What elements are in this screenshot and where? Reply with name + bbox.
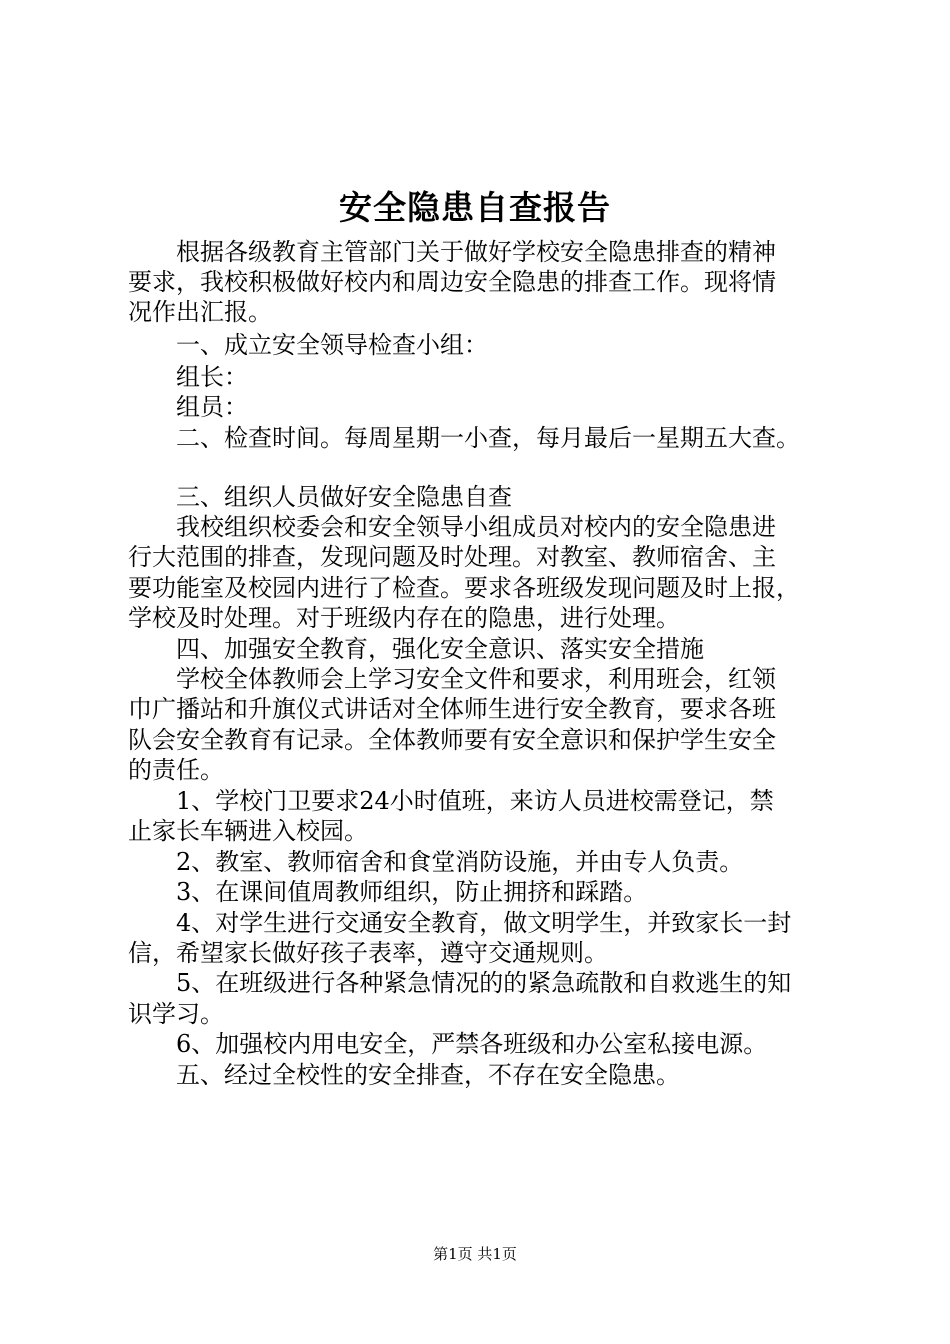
section-heading: 三、组织人员做好安全隐患自查 xyxy=(128,483,512,511)
body-line: 识学习。 xyxy=(128,1000,224,1028)
list-item: 4、对学生进行交通安全教育，做文明学生，并致家长一封 xyxy=(128,909,792,937)
body-line: 的责任。 xyxy=(128,756,224,784)
body-line: 要功能室及校园内进行了检查。要求各班级发现问题及时上报， xyxy=(128,574,800,602)
list-item: 2、教室、教师宿舍和食堂消防设施，并由专人负责。 xyxy=(128,848,744,876)
section-heading: 四、加强安全教育，强化安全意识、落实安全措施 xyxy=(128,635,704,663)
body-line: 组员： xyxy=(128,393,248,421)
list-item: 1、学校门卫要求24小时值班，来访人员进校需登记，禁 xyxy=(128,787,774,815)
list-item: 6、加强校内用电安全，严禁各班级和办公室私接电源。 xyxy=(128,1030,768,1058)
body-line: 行大范围的排查，发现问题及时处理。对教室、教师宿舍、主 xyxy=(128,543,776,571)
section-heading: 五、经过全校性的安全排查，不存在安全隐患。 xyxy=(128,1061,680,1089)
body-line: 巾广播站和升旗仪式讲话对全体师生进行安全教育，要求各班 xyxy=(128,695,776,723)
body-line: 要求，我校积极做好校内和周边安全隐患的排查工作。现将情 xyxy=(128,268,776,296)
body-line: 根据各级教育主管部门关于做好学校安全隐患排查的精神 xyxy=(128,238,776,266)
body-line: 我校组织校委会和安全领导小组成员对校内的安全隐患进 xyxy=(128,513,776,541)
section-heading: 一、成立安全领导检查小组： xyxy=(128,331,488,359)
document-title: 安全隐患自查报告 xyxy=(339,188,611,227)
list-item: 3、在课间值周教师组织，防止拥挤和踩踏。 xyxy=(128,878,648,906)
body-line: 队会安全教育有记录。全体教师要有安全意识和保护学生安全 xyxy=(128,726,776,754)
body-line: 组长： xyxy=(128,363,248,391)
section-heading: 二、检查时间。每周星期一小查，每月最后一星期五大查。 xyxy=(128,424,800,452)
body-line: 学校及时处理。对于班级内存在的隐患，进行处理。 xyxy=(128,604,680,632)
body-line: 信，希望家长做好孩子表率，遵守交通规则。 xyxy=(128,939,608,967)
body-line: 学校全体教师会上学习安全文件和要求，利用班会，红领 xyxy=(128,665,776,693)
page-footer: 第1页 共1页 xyxy=(433,1245,517,1263)
list-item: 5、在班级进行各种紧急情况的的紧急疏散和自救逃生的知 xyxy=(128,969,792,997)
body-line: 止家长车辆进入校园。 xyxy=(128,817,368,845)
body-line: 况作出汇报。 xyxy=(128,298,272,326)
